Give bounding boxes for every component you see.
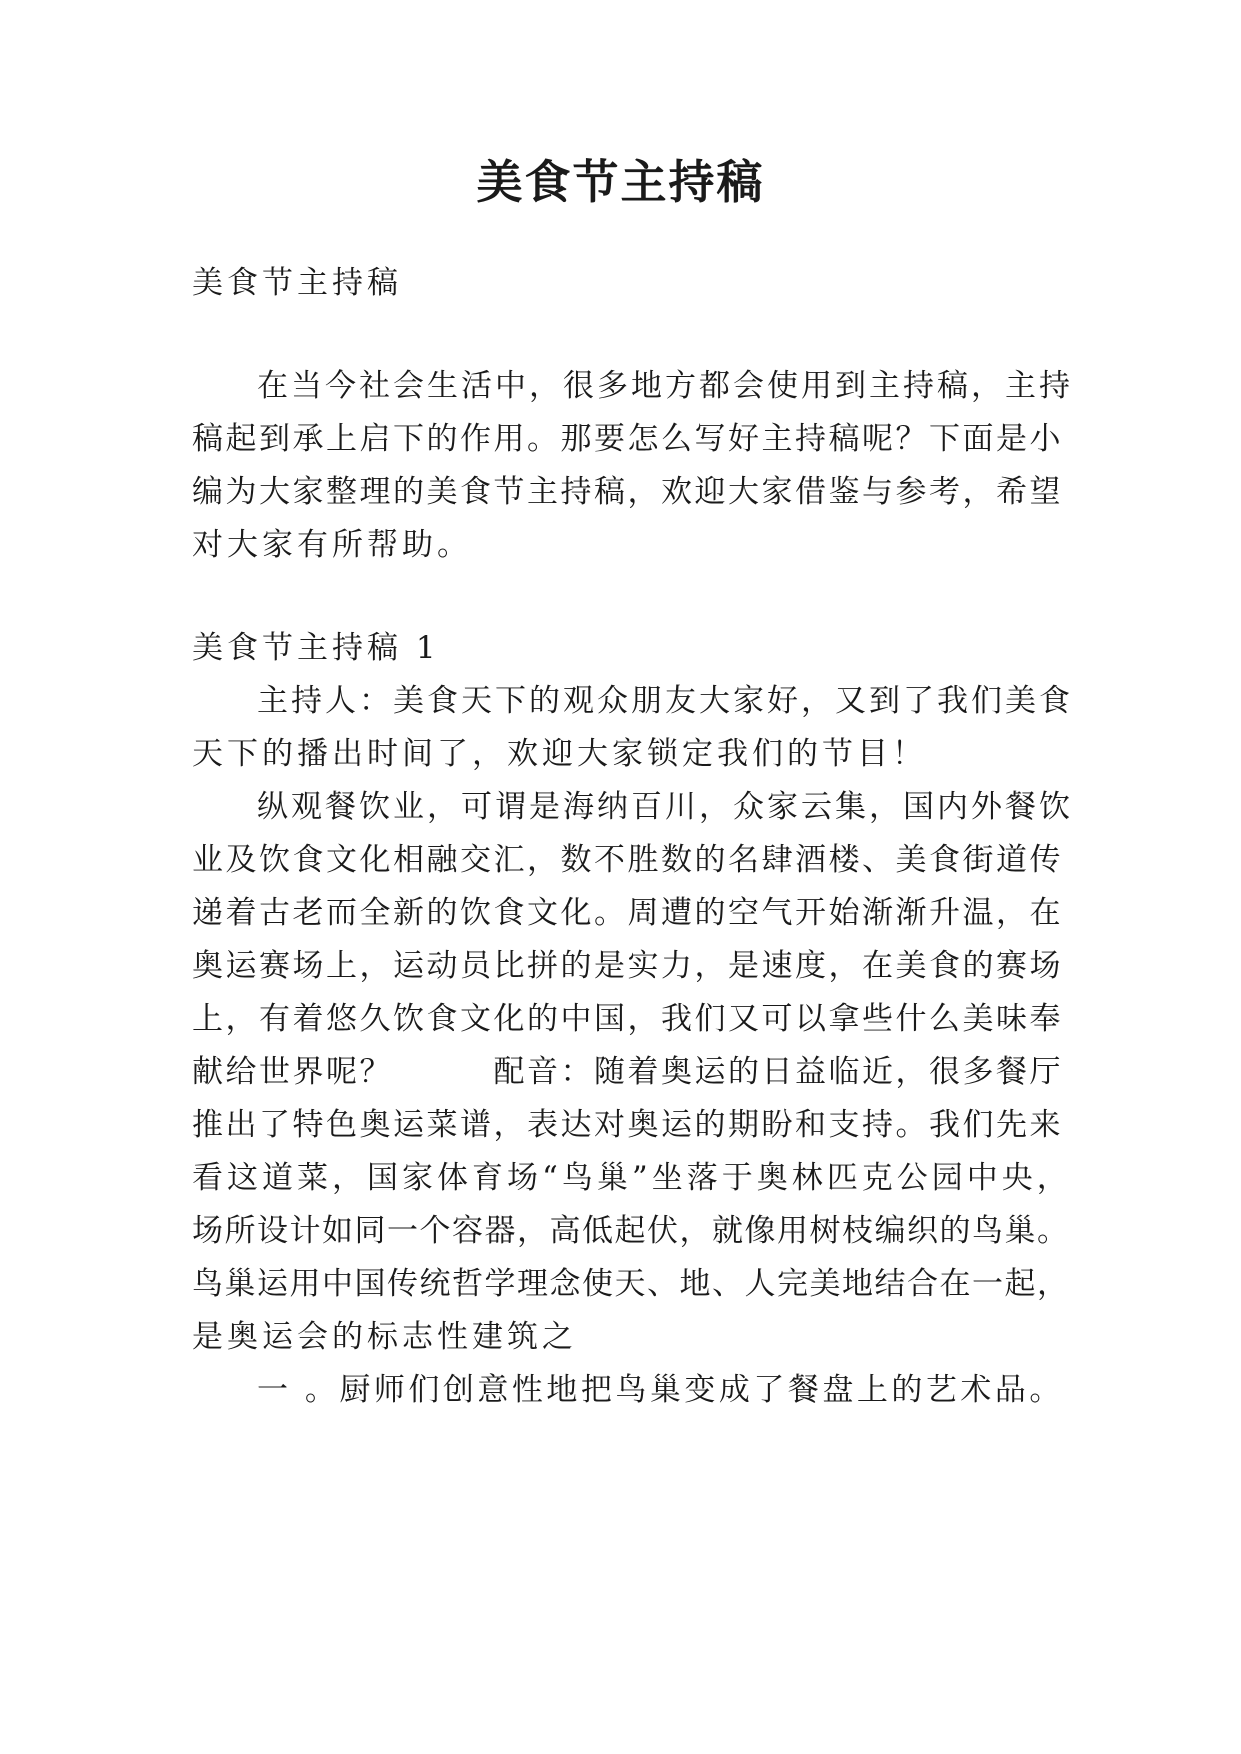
document-title: 美食节主持稿 bbox=[476, 155, 765, 209]
body-line-8: 献给世界呢？ 配音：随着奥运的日益临近，很多餐厅 bbox=[192, 1054, 1063, 1090]
body-line-3: 纵观餐饮业，可谓是海纳百川，众家云集，国内外餐饮 bbox=[257, 789, 1073, 825]
body-line-4: 业及饮食文化相融交汇，数不胜数的名肆酒楼、美食街道传 bbox=[192, 842, 1063, 878]
body-line-11: 场所设计如同一个容器，高低起伏，就像用树枝编织的鸟巢。 bbox=[192, 1213, 1070, 1249]
intro-line-3: 编为大家整理的美食节主持稿，欢迎大家借鉴与参考，希望 bbox=[192, 474, 1063, 510]
body-line-10: 看这道菜，国家体育场“鸟巢”坐落于奥林匹克公园中央， bbox=[192, 1160, 1072, 1196]
body-line-2: 天下的播出时间了，欢迎大家锁定我们的节目！ bbox=[192, 736, 927, 772]
body-line-5: 递着古老而全新的饮食文化。周遭的空气开始渐渐升温，在 bbox=[192, 895, 1063, 931]
body-line-9: 推出了特色奥运菜谱，表达对奥运的期盼和支持。我们先来 bbox=[192, 1107, 1063, 1143]
body-line-14: 一 。厨师们创意性地把鸟巢变成了餐盘上的艺术品。 bbox=[257, 1372, 1064, 1408]
section-heading: 美食节主持稿 1 bbox=[192, 630, 440, 666]
intro-line-4: 对大家有所帮助。 bbox=[192, 527, 472, 563]
body-line-6: 奥运赛场上，运动员比拼的是实力，是速度，在美食的赛场 bbox=[192, 948, 1063, 984]
body-line-13: 是奥运会的标志性建筑之 bbox=[192, 1319, 577, 1355]
body-line-7: 上，有着悠久饮食文化的中国，我们又可以拿些什么美味奉 bbox=[192, 1001, 1063, 1037]
document-subtitle: 美食节主持稿 bbox=[192, 265, 402, 301]
body-line-1: 主持人：美食天下的观众朋友大家好，又到了我们美食 bbox=[257, 683, 1073, 719]
intro-line-2: 稿起到承上启下的作用。那要怎么写好主持稿呢？下面是小 bbox=[192, 421, 1063, 457]
body-line-12: 鸟巢运用中国传统哲学理念使天、地、人完美地结合在一起， bbox=[192, 1266, 1070, 1302]
intro-line-1: 在当今社会生活中，很多地方都会使用到主持稿，主持 bbox=[257, 368, 1073, 404]
